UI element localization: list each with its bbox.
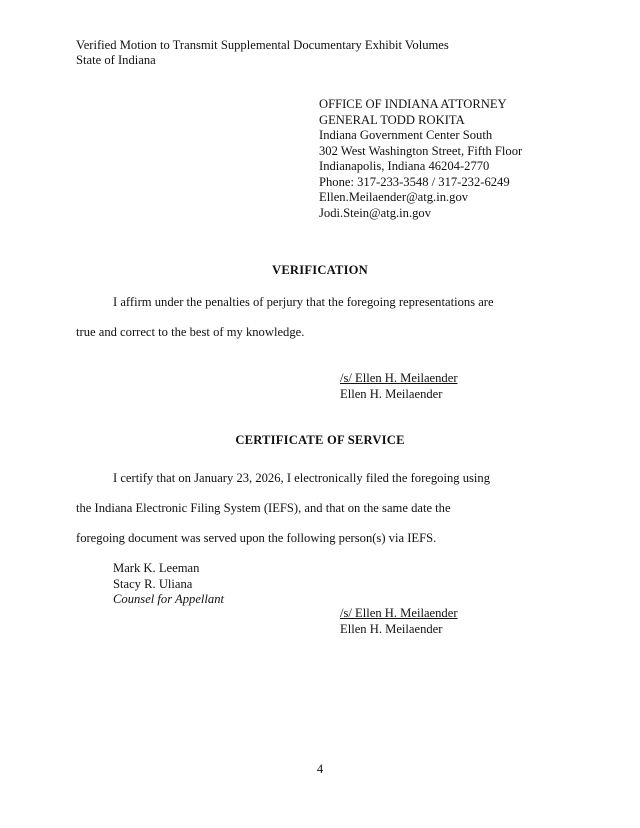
verification-heading: VERIFICATION	[272, 263, 368, 277]
certificate-text-line: the Indiana Electronic Filing System (IEFS), and that on the same date the	[76, 501, 451, 515]
office-email: Ellen.Meilaender@atg.in.gov	[319, 190, 469, 204]
verification-text-line: I affirm under the penalties of perjury that the foregoing representations are	[113, 295, 494, 309]
certificate-text-line: foregoing document was served upon the following person(s) via IEFS.	[76, 531, 437, 545]
certificate-signature-block	[340, 606, 458, 637]
office-email: Jodi.Stein@atg.in.gov	[319, 205, 431, 220]
office-phone: Phone: 317-233-3548 / 317-232-6249	[319, 174, 510, 189]
recipient-name: Mark K. Leeman	[113, 561, 200, 575]
header-title: Verified Motion to Transmit Supplemental Documentary Exhibit Volumes	[76, 38, 449, 52]
office-line: 302 West Washington Street, Fifth Floor	[319, 143, 523, 158]
certificate-heading: CERTIFICATE OF SERVICE	[235, 433, 405, 447]
office-line: Indiana Government Center South	[319, 128, 493, 142]
recipient-role: Counsel for Appellant	[113, 592, 225, 606]
service-recipients	[113, 561, 224, 608]
signer-name: Ellen H. Meilaender	[340, 621, 443, 636]
verification-text-line: true and correct to the best of my knowledge.	[76, 325, 305, 339]
office-line: OFFICE OF INDIANA ATTORNEY	[319, 97, 507, 111]
page-number: 4	[316, 762, 324, 776]
office-line: Indianapolis, Indiana 46204-2770	[319, 159, 490, 173]
header-subtitle: State of Indiana	[76, 53, 156, 67]
signature-line: /s/ Ellen H. Meilaender	[340, 371, 458, 385]
recipient-name: Stacy R. Uliana	[113, 576, 193, 591]
running-header	[76, 38, 449, 68]
signer-name: Ellen H. Meilaender	[340, 386, 443, 401]
office-address-block	[319, 97, 522, 221]
signature-line: /s/ Ellen H. Meilaender	[340, 606, 458, 620]
certificate-text-line: I certify that on January 23, 2026, I electronically filed the foregoing using	[113, 471, 490, 485]
verification-signature-block	[340, 371, 458, 402]
office-line: GENERAL TODD ROKITA	[319, 112, 465, 127]
